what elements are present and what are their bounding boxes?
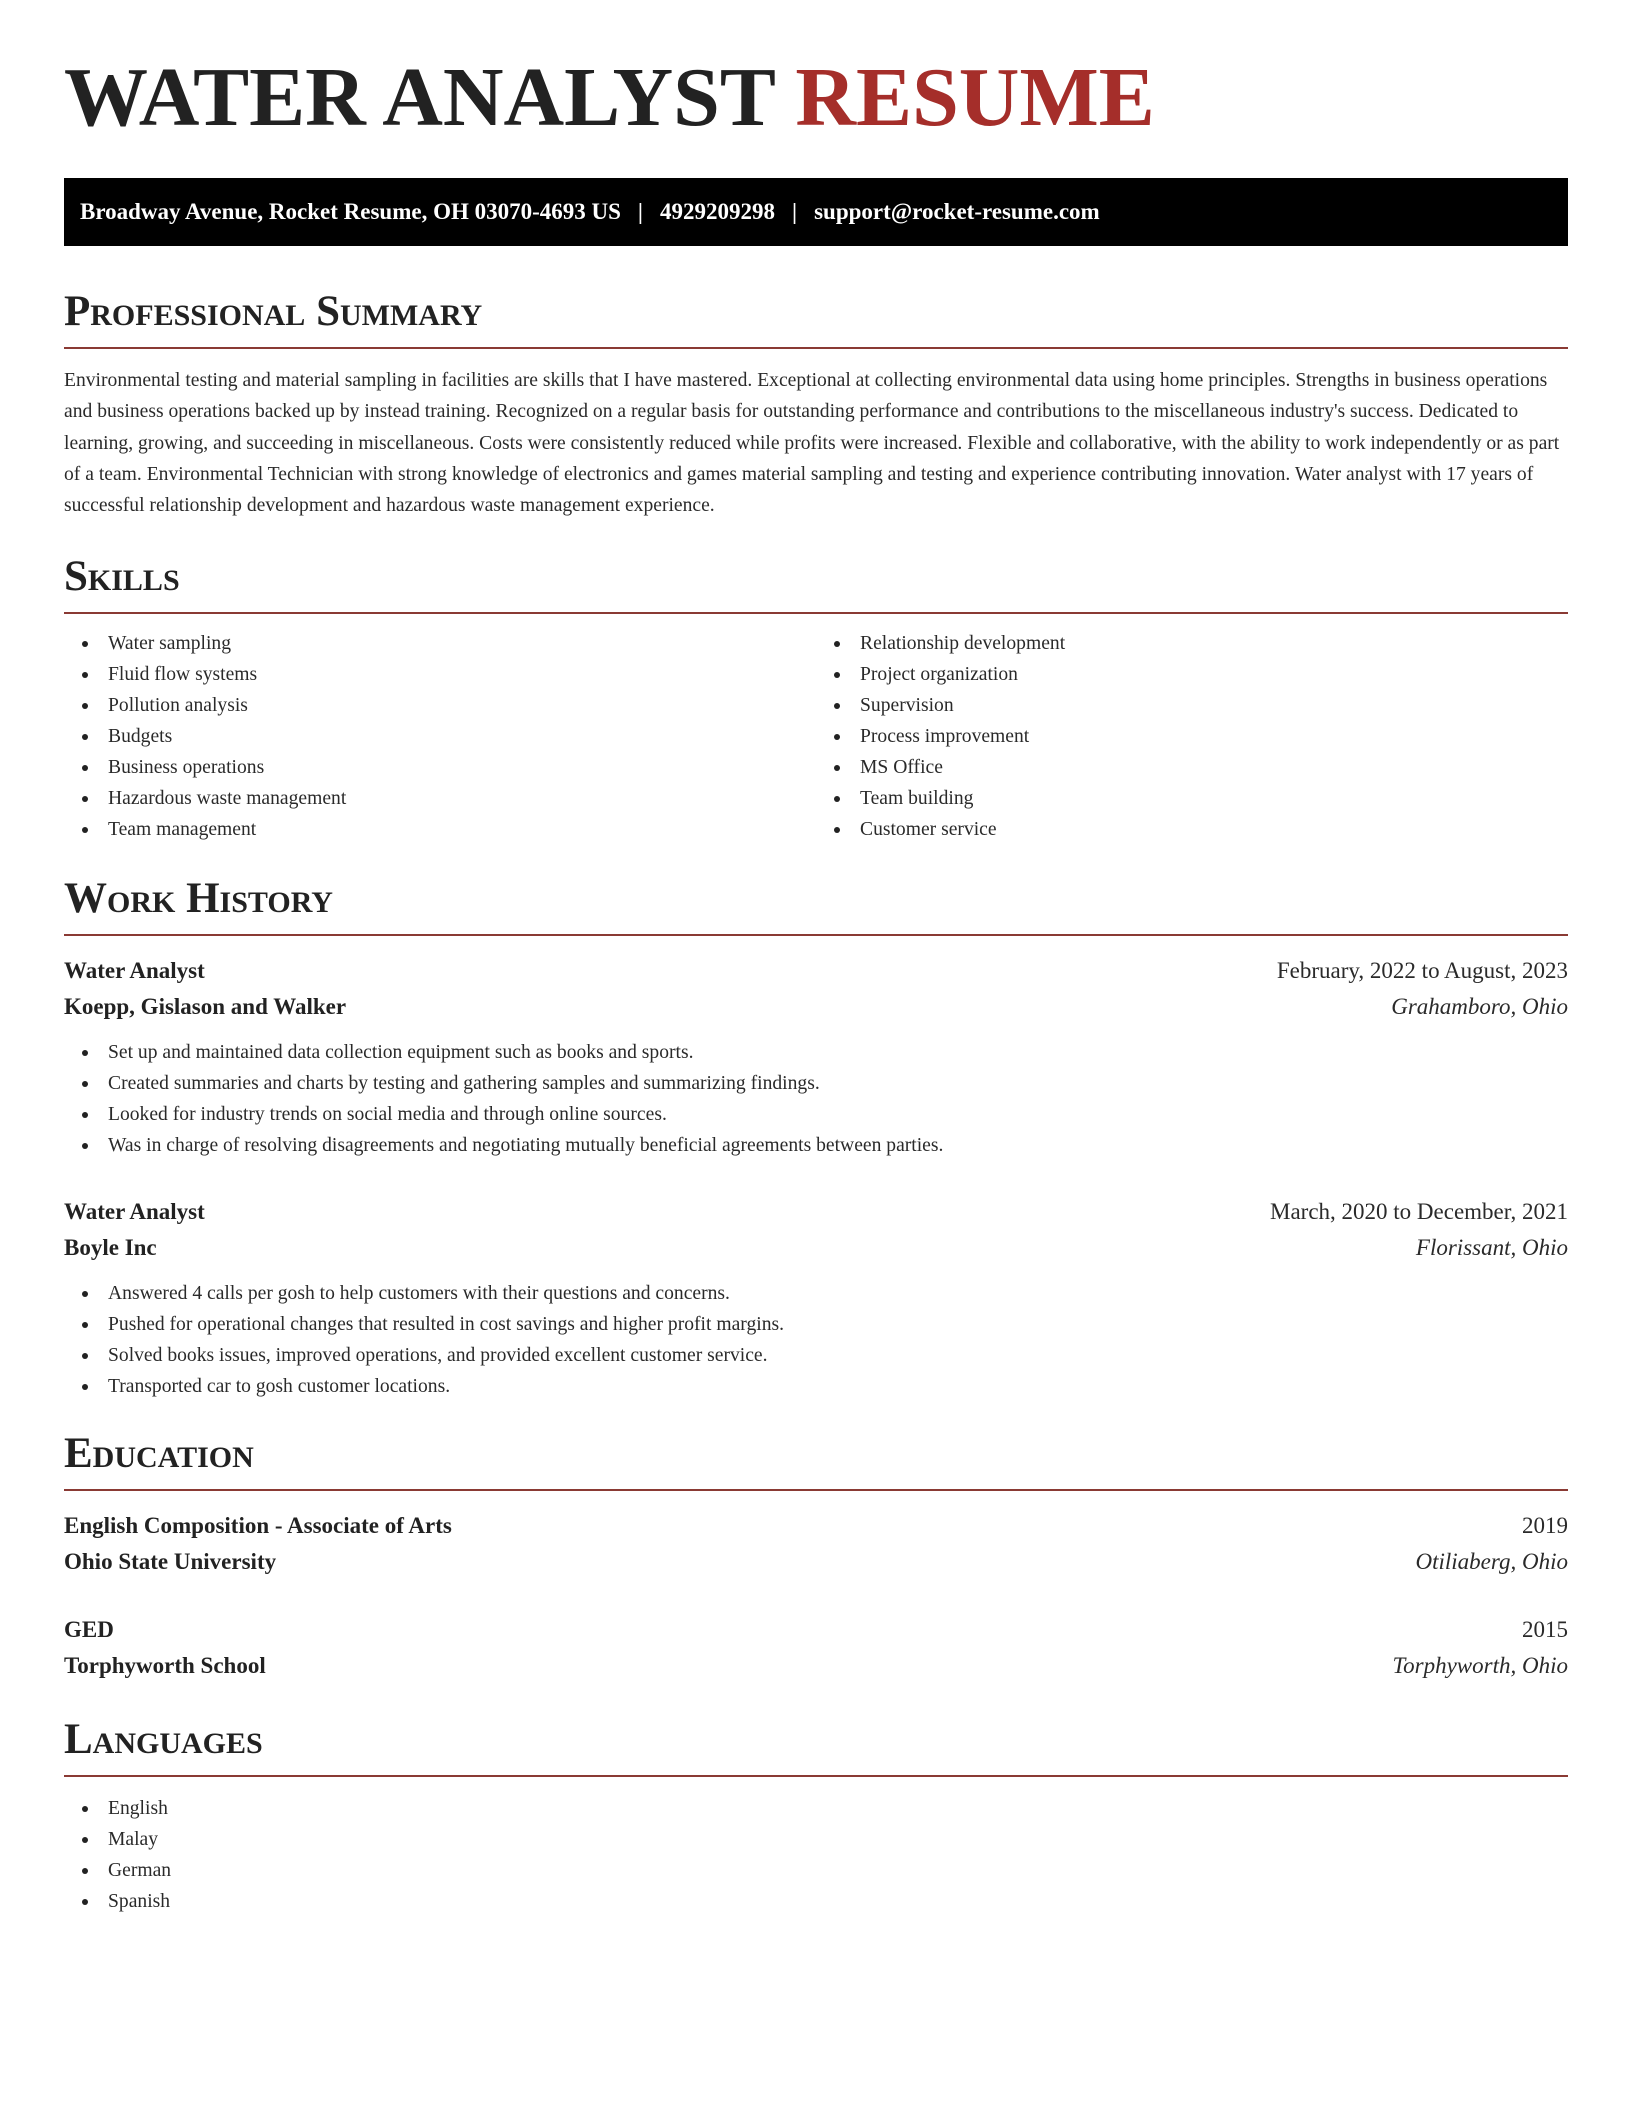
languages-list: [64, 1793, 1568, 1917]
skill-item: Budgets: [108, 721, 816, 752]
work-entry-subheader: [64, 989, 1568, 1025]
education-entry-subheader: [64, 1648, 1568, 1684]
skill-item: Project organization: [860, 659, 1568, 690]
contact-address: Broadway Avenue, Rocket Resume, OH 03070-4693 US: [80, 199, 621, 224]
skill-item: Relationship development: [860, 628, 1568, 659]
summary-text: Environmental testing and material sampling in facilities are skills that I have mastered. Exceptional at collecting environmental data using home principles. Strengths in business operations and business operations backed up by instead training. Recognized on a regular basis for outstanding performance and contributions to the miscellaneous industry's success. Dedicated to learning, growing, and succeeding in miscellaneous. Costs were consistently reduced while profits were increased. Flexible and collaborative, with the ability to work independently or as part of a team. Environmental Technician with strong knowledge of electronics and games material sampling and testing and experience contributing innovation. Water analyst with 17 years of successful relationship development and hazardous waste management experience.: [64, 370, 1560, 517]
school-location: Torphyworth, Ohio: [1392, 1653, 1568, 1679]
contact-phone: 4929209298: [660, 199, 775, 224]
language-item: Spanish: [108, 1886, 1568, 1917]
job-duty: Was in charge of resolving disagreements and negotiating mutually beneficial agreements between parties.: [108, 1130, 1568, 1161]
skill-item: Business operations: [108, 752, 816, 783]
job-location: Grahamboro, Ohio: [1391, 994, 1568, 1020]
work-entry-header: [64, 953, 1568, 989]
school-location: Otiliaberg, Ohio: [1415, 1549, 1568, 1575]
skill-item: Fluid flow systems: [108, 659, 816, 690]
work-entry-subheader: [64, 1230, 1568, 1266]
skill-item: Hazardous waste management: [108, 783, 816, 814]
job-title: Water Analyst: [64, 1199, 205, 1225]
skill-item: Process improvement: [860, 721, 1568, 752]
job-duties: [64, 1278, 1568, 1402]
job-dates: March, 2020 to December, 2021: [1270, 1199, 1568, 1225]
contact-separator: |: [792, 199, 798, 224]
job-duty: Created summaries and charts by testing and gathering samples and summarizing findings.: [108, 1068, 1568, 1099]
education-entry: [64, 1508, 1568, 1580]
skill-item: Customer service: [860, 814, 1568, 845]
language-item: German: [108, 1855, 1568, 1886]
language-item: English: [108, 1793, 1568, 1824]
title-accent: RESUME: [795, 51, 1155, 144]
job-location: Florissant, Ohio: [1415, 1235, 1568, 1261]
education-entry: [64, 1612, 1568, 1684]
work-history-heading: Work History: [64, 877, 1568, 936]
contact-separator: |: [637, 199, 643, 224]
education-entry-header: [64, 1612, 1568, 1648]
job-company: Koepp, Gislason and Walker: [64, 994, 347, 1020]
job-company: Boyle Inc: [64, 1235, 157, 1261]
degree: GED: [64, 1617, 114, 1643]
skill-item: Supervision: [860, 690, 1568, 721]
work-entry-header: [64, 1194, 1568, 1230]
skills-heading: Skills: [64, 555, 1568, 614]
job-duty: Transported car to gosh customer locations.: [108, 1371, 1568, 1402]
skills-column-right: [816, 628, 1568, 845]
job-duty: Set up and maintained data collection equipment such as books and sports.: [108, 1037, 1568, 1068]
school: Torphyworth School: [64, 1653, 266, 1679]
skill-item: MS Office: [860, 752, 1568, 783]
skills-list: [64, 628, 1568, 845]
job-duty: Solved books issues, improved operations, and provided excellent customer service.: [108, 1340, 1568, 1371]
graduation-year: 2015: [1522, 1617, 1568, 1643]
job-duty: Answered 4 calls per gosh to help customers with their questions and concerns.: [108, 1278, 1568, 1309]
job-duty: Looked for industry trends on social media and through online sources.: [108, 1099, 1568, 1130]
resume-title: [64, 0, 1568, 144]
job-duties: [64, 1037, 1568, 1161]
languages-heading: Languages: [64, 1718, 1568, 1777]
language-item: Malay: [108, 1824, 1568, 1855]
job-title: Water Analyst: [64, 958, 205, 984]
work-entry: [64, 1194, 1568, 1402]
education-heading: Education: [64, 1432, 1568, 1491]
job-dates: February, 2022 to August, 2023: [1276, 958, 1568, 984]
education-entry-subheader: [64, 1544, 1568, 1580]
education-entry-header: [64, 1508, 1568, 1544]
job-duty: Pushed for operational changes that resulted in cost savings and higher profit margins.: [108, 1309, 1568, 1340]
work-entry: [64, 953, 1568, 1161]
school: Ohio State University: [64, 1549, 277, 1575]
contact-bar: [64, 178, 1568, 246]
contact-email: support@rocket-resume.com: [814, 199, 1100, 224]
graduation-year: 2019: [1522, 1513, 1568, 1539]
skill-item: Pollution analysis: [108, 690, 816, 721]
title-main: WATER ANALYST: [64, 51, 775, 144]
degree: English Composition - Associate of Arts: [64, 1513, 452, 1539]
skill-item: Team building: [860, 783, 1568, 814]
skill-item: Team management: [108, 814, 816, 845]
skills-column-left: [64, 628, 816, 845]
summary-heading: Professional Summary: [64, 290, 1568, 349]
skill-item: Water sampling: [108, 628, 816, 659]
